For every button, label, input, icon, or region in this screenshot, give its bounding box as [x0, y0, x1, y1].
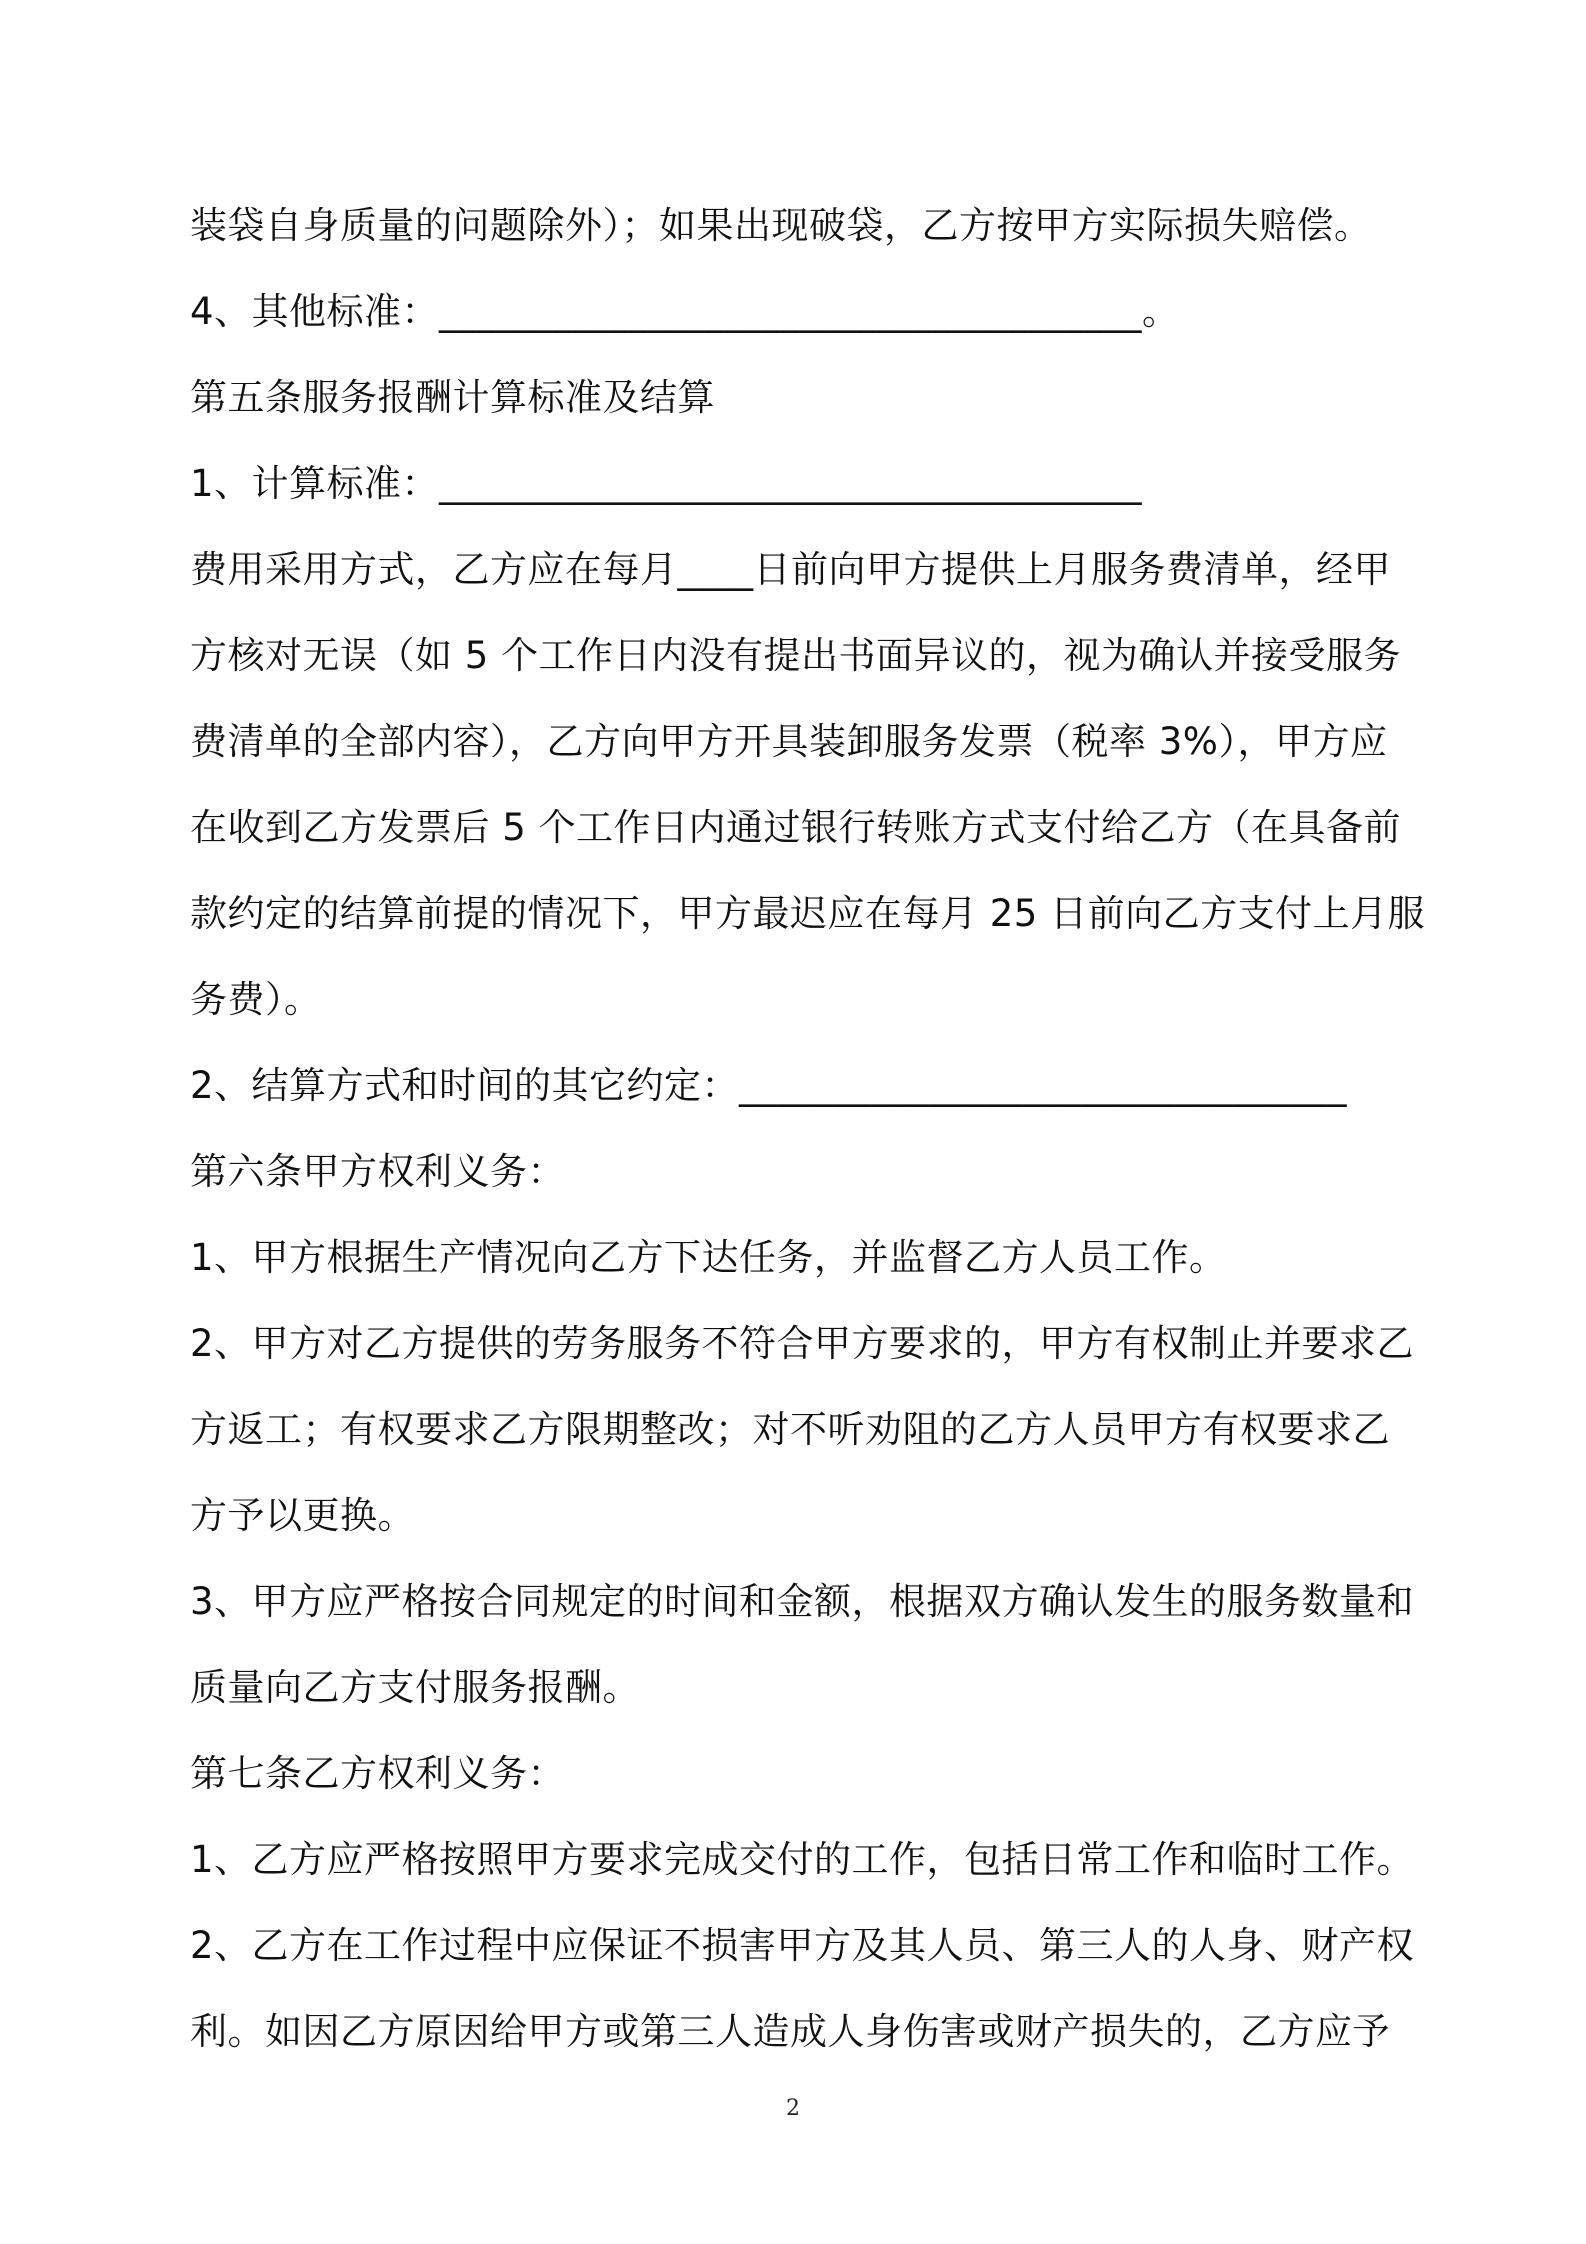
- section-heading: 第七条乙方权利义务：: [190, 1752, 565, 1795]
- page-number: 2: [786, 2096, 800, 2121]
- text-line: 务费）。: [190, 978, 322, 1021]
- text-line: 方予以更换。: [190, 1494, 415, 1537]
- section-heading: 第六条甲方权利义务：: [190, 1150, 565, 1193]
- text-line: 方核对无误（如 5 个工作日内没有提出书面异议的，视为确认并接受服务: [190, 634, 1402, 677]
- text-line: 费清单的全部内容），乙方向甲方开具装卸服务发票（税率 3%），甲方应: [190, 720, 1388, 763]
- text-line: 1、乙方应严格按照甲方要求完成交付的工作，包括日常工作和临时工作。: [190, 1838, 1415, 1881]
- text-line: 2、甲方对乙方提供的劳务服务不符合甲方要求的，甲方有权制止并要求乙: [190, 1322, 1415, 1365]
- document-body: [190, 190, 1426, 2082]
- section-heading: 第五条服务报酬计算标准及结算: [190, 376, 715, 419]
- text-line: 费用采用方式，乙方应在每月____日前向甲方提供上月服务费清单，经甲: [190, 548, 1391, 591]
- text-line: 2、结算方式和时间的其它约定：________________________________: [190, 1064, 1348, 1107]
- text-line: 质量向乙方支付服务报酬。: [190, 1666, 640, 1709]
- text-line: 1、甲方根据生产情况向乙方下达任务，并监督乙方人员工作。: [190, 1236, 1227, 1279]
- text-line: 1、计算标准：_____________________________________: [190, 462, 1143, 505]
- text-line: 装袋自身质量的问题除外）；如果出现破袋，乙方按甲方实际损失赔偿。: [190, 204, 1372, 247]
- text-line: 利。如因乙方原因给甲方或第三人造成人身伤害或财产损失的，乙方应予: [190, 2010, 1390, 2053]
- text-line: 款约定的结算前提的情况下，甲方最迟应在每月 25 日前向乙方支付上月服: [190, 892, 1426, 935]
- text-line: 在收到乙方发票后 5 个工作日内通过银行转账方式支付给乙方（在具备前: [190, 806, 1402, 849]
- text-line: 方返工；有权要求乙方限期整改；对不听劝阻的乙方人员甲方有权要求乙: [190, 1408, 1390, 1451]
- text-line: 4、其他标准：_____________________________________。: [190, 290, 1180, 333]
- text-line: 2、乙方在工作过程中应保证不损害甲方及其人员、第三人的人身、财产权: [190, 1924, 1415, 1967]
- text-line: 3、甲方应严格按合同规定的时间和金额，根据双方确认发生的服务数量和: [190, 1580, 1415, 1623]
